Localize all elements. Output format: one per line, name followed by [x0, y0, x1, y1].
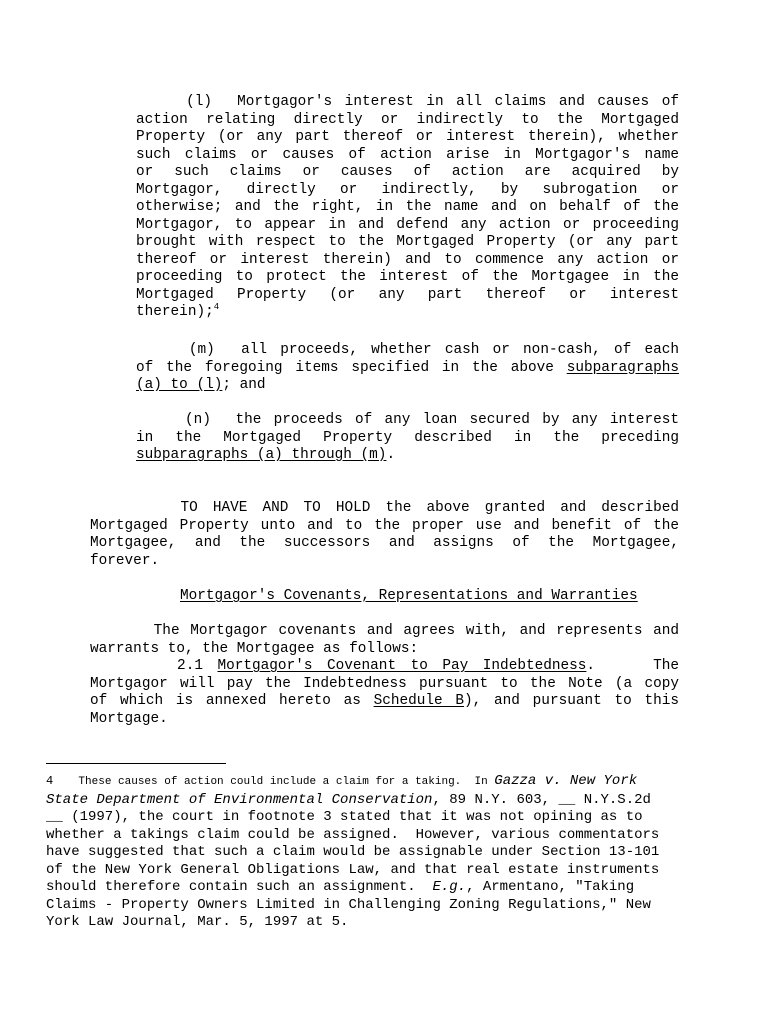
text-fragment: .	[386, 447, 396, 463]
text-line: action relating directly or indirectly to the Mortgaged	[136, 111, 679, 128]
text-line: (m) all proceeds, whether cash or non-cash, of each	[136, 342, 679, 358]
text-line: The Mortgagor covenants and agrees with, and represents and	[90, 623, 679, 639]
text-fragment: , Armentano, "Taking	[466, 879, 635, 895]
text-line: Mortgage.	[90, 710, 168, 727]
paragraph-m	[136, 342, 679, 395]
text-line: proceeding to protect the interest of the Mortgagee in the	[136, 269, 679, 285]
footnote-line	[46, 879, 736, 897]
text-fragment: therein);	[136, 304, 214, 320]
text-line: Mortgagor, to appear in and defend any action or proceeding	[136, 216, 679, 233]
text-line: otherwise; and the right, in the name and on behalf of the	[136, 199, 679, 215]
text-fragment: ), and pursuant to this	[464, 693, 680, 709]
cross-reference: subparagraphs (a) through (m)	[136, 447, 387, 463]
section-2-1-line	[90, 658, 679, 676]
text-line	[136, 377, 679, 395]
footnote-line	[46, 773, 736, 792]
text-line	[136, 360, 679, 378]
paragraph-l	[136, 94, 679, 322]
footnote-number: 4	[46, 774, 54, 788]
text-line: Mortgaged Property (or any part thereof or interest	[136, 286, 679, 303]
text-fragment: of the foregoing items specified in the above	[136, 359, 567, 376]
section-2-1-title: Mortgagor's Covenant to Pay Indebtedness	[217, 658, 587, 674]
paragraph-n	[136, 412, 679, 465]
footnote-line: of the New York General Obligations Law, and that real estate instruments	[46, 861, 660, 878]
text-line: forever.	[90, 552, 160, 569]
footnote-4	[46, 773, 736, 932]
footnote-reference[interactable]: 4	[213, 302, 220, 312]
footnote-line: __ (1997), the court in footnote 3 stated that it was not opining as to	[46, 809, 643, 825]
footnote-line: Claims - Property Owners Limited in Challenging Zoning Regulations," New	[46, 896, 651, 913]
footnote-line: have suggested that such a claim would be assignable under Section 13-101	[46, 844, 660, 860]
text-line: brought with respect to the Mortgaged Property (or any part	[136, 234, 679, 250]
cross-reference: (a) to (l)	[136, 377, 223, 393]
footnote-line: whether a takings claim could be assigned. However, various commentators	[46, 826, 660, 843]
case-name: State Department of Environmental Conservation	[46, 791, 433, 808]
habendum-paragraph	[90, 500, 679, 570]
text-line: Property (or any part thereof or interest therein), whether	[136, 129, 679, 145]
text-line: in the Mortgaged Property described in the preceding	[136, 429, 679, 446]
text-fragment: of which is annexed hereto as	[90, 693, 374, 709]
citation-signal: E.g.	[432, 879, 467, 895]
text-line	[90, 693, 679, 711]
case-name: Gazza v. New York	[494, 773, 638, 789]
section-number: 2.1	[90, 658, 218, 674]
text-line: Mortgagor, directly or indirectly, by subrogation or	[136, 181, 679, 198]
covenants-paragraph	[90, 623, 679, 728]
text-line: warrants to, the Mortgagee as follows:	[90, 640, 419, 657]
text-line: or such claims or causes of action are acquired by	[136, 164, 679, 180]
text-line: (n) the proceeds of any loan secured by any interest	[136, 412, 679, 428]
footnote-line	[46, 792, 736, 810]
section-heading-text: Mortgagor's Covenants, Representations and Warranties	[180, 588, 638, 604]
text-line: TO HAVE AND TO HOLD the above granted and described	[90, 500, 679, 516]
text-line: such claims or causes of action arise in Mortgagor's name	[136, 146, 679, 163]
text-line	[136, 447, 679, 465]
text-fragment: These causes of action could include a claim for a taking. In	[78, 776, 495, 788]
footnote-line: York Law Journal, Mar. 5, 1997 at 5.	[46, 914, 349, 930]
footnote-separator	[46, 763, 226, 764]
text-line: (l) Mortgagor's interest in all claims and causes of	[136, 94, 679, 110]
text-line	[136, 304, 679, 322]
text-fragment: , 89 N.Y. 603, __ N.Y.S.2d	[432, 791, 651, 808]
text-line: Mortgagee, and the successors and assigns of the Mortgagee,	[90, 535, 679, 551]
text-line: Mortgagor will pay the Indebtedness pursuant to the Note (a copy	[90, 675, 679, 692]
text-line: Mortgaged Property unto and to the proper use and benefit of the	[90, 517, 679, 534]
text-fragment: . The	[586, 658, 680, 674]
section-heading	[180, 588, 638, 606]
text-line: thereof or interest therein) and to commence any action or	[136, 251, 679, 268]
text-fragment: ; and	[222, 377, 266, 393]
cross-reference: Schedule B	[373, 693, 465, 709]
text-fragment: should therefore contain such an assignment.	[46, 879, 433, 895]
cross-reference: subparagraphs	[566, 359, 679, 376]
